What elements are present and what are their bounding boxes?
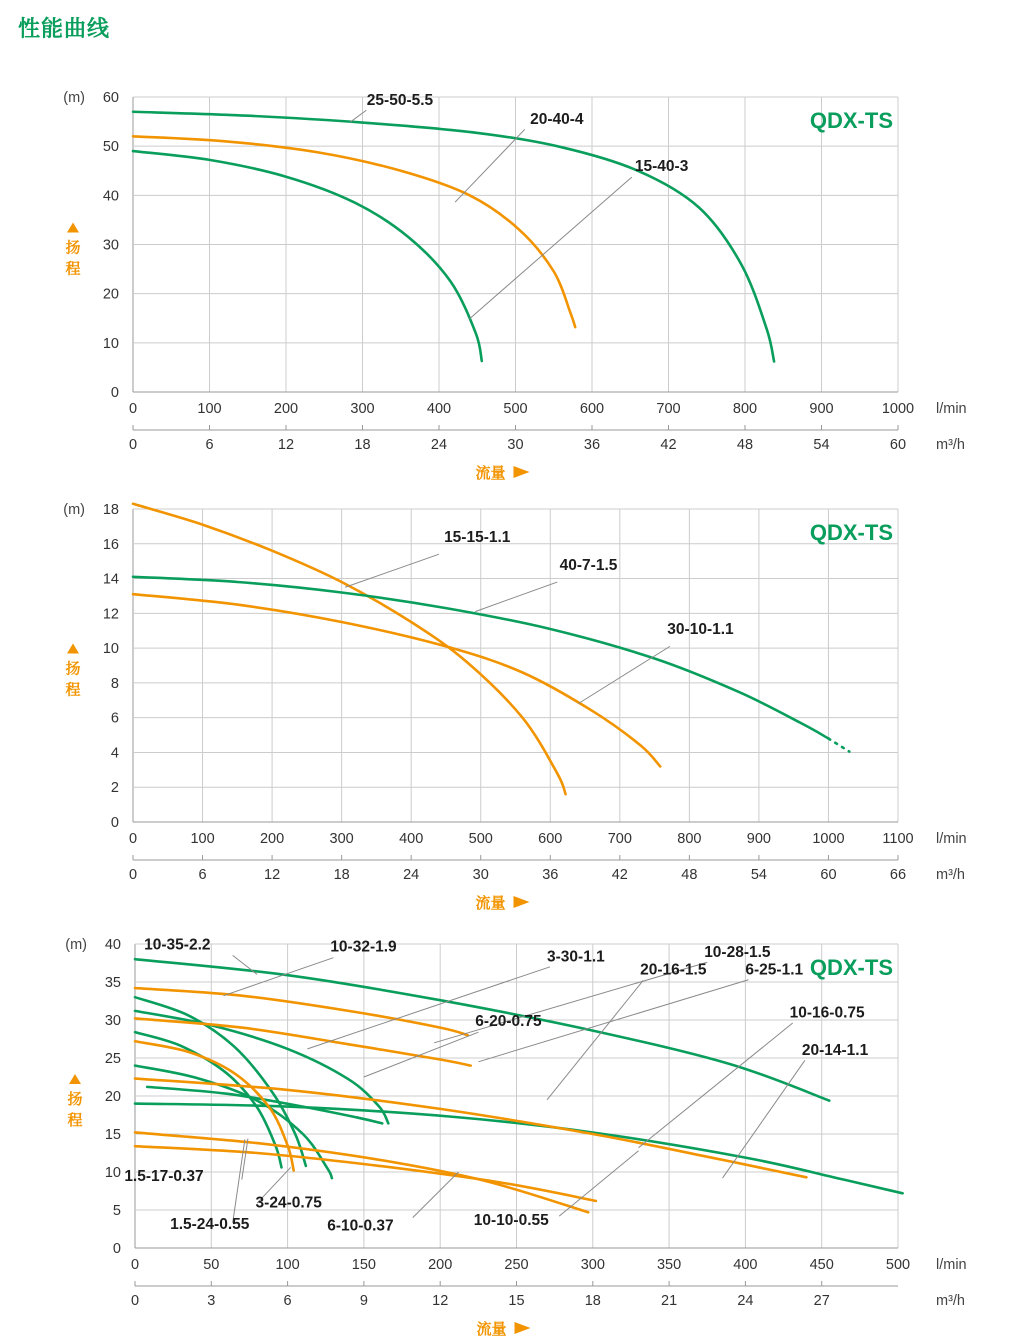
- y-tick-label: 18: [102, 502, 119, 518]
- x-tick-label-m3h: 0: [128, 867, 138, 883]
- x-tick-label-lmin: 1000: [881, 401, 915, 417]
- x-tick-label-m3h: 3: [207, 1293, 216, 1309]
- flow-axis-label: [475, 894, 529, 912]
- x-tick-label-lmin: 500: [885, 1257, 911, 1273]
- x-axis-m3h: [129, 425, 965, 453]
- chart-title: QDX-TS: [809, 520, 893, 545]
- right-triangle-icon: [514, 896, 530, 908]
- pump-curve-chart-2: [0, 490, 1022, 912]
- leader-line: [233, 955, 257, 974]
- y-tick-label: 50: [102, 139, 119, 156]
- x-tick-label-m3h: 24: [430, 437, 448, 453]
- curve-label: 20-16-1.5: [640, 961, 707, 979]
- x-tick-label-m3h: 54: [813, 437, 830, 453]
- y-tick-label: 35: [104, 975, 121, 991]
- curve-label: 10-35-2.2: [144, 936, 211, 954]
- x-tick-label-m3h: 18: [333, 867, 350, 883]
- curve-30-10-1.1: [133, 594, 660, 766]
- leader-line: [578, 646, 670, 703]
- head-axis-label: [65, 644, 80, 699]
- leader-line: [413, 1172, 459, 1218]
- leader-line: [475, 582, 557, 612]
- leader-line: [639, 1023, 793, 1148]
- curve-25-50-5.5: [133, 112, 774, 362]
- curve-15-15-1.1: [133, 504, 566, 794]
- y-tick-label: 0: [110, 385, 119, 401]
- leader-line: [547, 980, 643, 1099]
- right-triangle-icon: [514, 466, 530, 478]
- y-tick-label: 4: [110, 745, 119, 762]
- leader-line: [242, 1139, 248, 1180]
- curve-label: 15-40-3: [634, 158, 689, 176]
- leader-line: [350, 110, 366, 122]
- curve-3-24-0.75: [135, 1066, 332, 1179]
- x-tick-label-m3h: 42: [660, 437, 677, 453]
- curve-label: 20-40-4: [530, 111, 584, 129]
- flow-unit-m3h: m³/h: [936, 867, 965, 883]
- x-tick-label-lmin: 1000: [812, 831, 845, 847]
- x-tick-label-lmin: 50: [203, 1257, 220, 1273]
- x-tick-label-lmin: 0: [128, 831, 138, 847]
- y-tick-label: 5: [112, 1203, 121, 1219]
- x-tick-label-m3h: 0: [128, 437, 138, 453]
- x-tick-label-lmin: 200: [428, 1257, 453, 1273]
- y-tick-label: 60: [102, 90, 119, 106]
- x-tick-label-lmin: 150: [351, 1257, 377, 1273]
- curve-label: 6-20-0.75: [475, 1013, 542, 1031]
- x-tick-label-lmin: 100: [190, 831, 215, 847]
- x-tick-label-m3h: 24: [737, 1293, 754, 1309]
- x-tick-label-m3h: 27: [813, 1293, 830, 1309]
- x-tick-label-lmin: 400: [426, 401, 452, 417]
- x-tick-label-m3h: 15: [508, 1293, 525, 1309]
- x-tick-label-m3h: 42: [611, 867, 628, 883]
- y-tick-label: 40: [102, 188, 119, 205]
- curve-20-40-4: [133, 136, 575, 327]
- flow-axis-text: 流量: [476, 1321, 507, 1338]
- x-tick-label-lmin: 300: [350, 401, 375, 417]
- head-axis-char: 扬: [65, 239, 81, 257]
- flow-axis-text: 流量: [475, 465, 506, 482]
- x-tick-label-m3h: 36: [542, 867, 559, 883]
- x-tick-label-lmin: 300: [580, 1257, 605, 1273]
- right-triangle-icon: [515, 1322, 531, 1334]
- flow-unit-m3h: m³/h: [936, 437, 965, 453]
- y-tick-label: 6: [110, 710, 119, 727]
- x-tick-label-m3h: 18: [584, 1293, 601, 1309]
- x-tick-label-m3h: 0: [130, 1293, 140, 1309]
- y-tick-label: 0: [112, 1241, 121, 1257]
- x-tick-label-m3h: 60: [820, 867, 837, 883]
- y-tick-label: 10: [102, 641, 119, 658]
- chart-title: QDX-TS: [809, 955, 893, 980]
- x-tick-label-m3h: 60: [889, 437, 907, 453]
- curve-label: 10-16-0.75: [789, 1004, 865, 1022]
- x-tick-label-lmin: 500: [468, 831, 493, 847]
- chart-title: QDX-TS: [809, 108, 893, 133]
- x-tick-label-lmin: 250: [504, 1257, 529, 1273]
- curves: [133, 504, 849, 794]
- y-tick-label: 25: [104, 1051, 121, 1067]
- curve-40-7-1.5-dotted-tail: [828, 739, 849, 752]
- curve-20-14-1.1: [135, 1104, 903, 1194]
- x-tick-label-lmin: 900: [809, 401, 834, 417]
- curve-label: 6-25-1.1: [745, 961, 804, 979]
- x-tick-label-m3h: 9: [359, 1293, 368, 1309]
- curve-15-40-3: [133, 151, 482, 361]
- y-tick-label: 15: [104, 1127, 121, 1143]
- x-tick-label-lmin: 800: [677, 831, 702, 847]
- y-tick-label: 0: [110, 815, 119, 831]
- x-tick-label-lmin: 0: [128, 401, 138, 417]
- curve-label: 3-30-1.1: [547, 948, 605, 966]
- x-tick-label-lmin: 100: [275, 1257, 300, 1273]
- y-tick-label: 14: [102, 571, 119, 588]
- y-tick-label: 10: [102, 335, 119, 352]
- x-tick-label-lmin: 500: [503, 401, 528, 417]
- curve-label: 3-24-0.75: [255, 1194, 322, 1212]
- x-tick-label-lmin: 400: [733, 1257, 758, 1273]
- curve-label: 10-28-1.5: [704, 943, 771, 961]
- x-tick-label-m3h: 48: [681, 867, 698, 883]
- x-tick-label-lmin: 900: [746, 831, 772, 847]
- x-axis-lmin-ticks: [131, 1257, 967, 1273]
- x-tick-label-m3h: 54: [750, 867, 767, 883]
- pump-curve-chart-1: [0, 75, 1022, 482]
- y-tick-label: 8: [110, 675, 119, 692]
- x-tick-label-m3h: 21: [661, 1293, 678, 1309]
- flow-unit-lmin: l/min: [936, 1257, 967, 1273]
- x-tick-label-lmin: 200: [259, 831, 285, 847]
- up-triangle-icon: [69, 1074, 81, 1084]
- x-tick-label-m3h: 6: [198, 867, 207, 883]
- x-tick-label-lmin: 400: [399, 831, 424, 847]
- curve-label: 20-14-1.1: [801, 1041, 869, 1059]
- page-title: 性能曲线: [18, 16, 111, 41]
- flow-axis-label: [475, 464, 529, 482]
- x-axis-m3h: [129, 855, 965, 883]
- x-tick-label-lmin: 1100: [882, 831, 914, 847]
- flow-unit-lmin: l/min: [936, 831, 967, 847]
- x-tick-label-m3h: 48: [736, 437, 754, 453]
- curve-label: 10-10-0.55: [473, 1212, 549, 1230]
- grid: [133, 97, 898, 392]
- leader-line: [345, 554, 439, 587]
- head-axis-char: 扬: [67, 1091, 83, 1108]
- x-axis-lmin-ticks: [129, 831, 967, 847]
- curve-label: 15-15-1.1: [444, 529, 511, 547]
- curve-label: 40-7-1.5: [559, 556, 618, 574]
- y-tick-label: 30: [102, 237, 119, 254]
- x-tick-label-lmin: 800: [732, 401, 758, 417]
- x-tick-label-m3h: 12: [277, 437, 295, 453]
- x-tick-label-lmin: 600: [579, 401, 605, 417]
- curve-label: 25-50-5.5: [366, 91, 434, 109]
- x-tick-label-lmin: 300: [329, 831, 354, 847]
- leader-line: [224, 958, 334, 996]
- y-tick-label: 16: [102, 536, 119, 553]
- curve-label: 1.5-24-0.55: [170, 1216, 250, 1233]
- x-tick-label-m3h: 36: [583, 437, 601, 453]
- head-axis-char: 程: [67, 1112, 83, 1129]
- y-tick-label: 10: [104, 1165, 121, 1181]
- x-tick-label-lmin: 450: [809, 1257, 834, 1273]
- head-axis-label: [65, 223, 80, 278]
- x-tick-label-lmin: 350: [656, 1257, 682, 1273]
- curves: [133, 112, 774, 362]
- up-triangle-icon: [67, 644, 79, 654]
- head-unit-label: (m): [63, 502, 85, 518]
- leader-line: [470, 177, 632, 319]
- leader-line: [364, 1032, 478, 1077]
- x-tick-label-lmin: 700: [656, 401, 681, 417]
- x-tick-label-lmin: 0: [130, 1257, 140, 1273]
- y-tick-label: 12: [102, 606, 119, 623]
- leader-line: [455, 129, 525, 202]
- y-tick-label: 40: [104, 937, 121, 953]
- y-tick-label: 30: [104, 1013, 121, 1029]
- flow-axis-label: [476, 1320, 530, 1338]
- leader-line: [559, 1151, 638, 1216]
- curve-label: 10-32-1.9: [330, 938, 397, 956]
- x-tick-label-lmin: 600: [538, 831, 563, 847]
- curve-10-28-1.5: [135, 1018, 471, 1065]
- x-axis-m3h: [131, 1281, 965, 1309]
- flow-unit-m3h: m³/h: [936, 1293, 965, 1309]
- flow-unit-lmin: l/min: [936, 401, 967, 417]
- y-tick-label: 2: [110, 780, 119, 797]
- curve-label: 1.5-17-0.37: [124, 1168, 204, 1186]
- head-axis-char: 扬: [65, 660, 81, 678]
- x-tick-label-m3h: 24: [403, 867, 420, 883]
- x-tick-label-m3h: 12: [264, 867, 281, 883]
- x-tick-label-m3h: 30: [472, 867, 489, 883]
- head-unit-label: (m): [65, 937, 87, 953]
- x-tick-label-m3h: 66: [889, 867, 907, 883]
- curve-label: 6-10-0.37: [327, 1217, 394, 1235]
- head-axis-char: 程: [65, 681, 81, 699]
- up-triangle-icon: [67, 223, 79, 233]
- x-tick-label-m3h: 12: [432, 1293, 449, 1309]
- x-axis-lmin-ticks: [129, 401, 967, 417]
- leader-line: [307, 967, 550, 1049]
- y-tick-label: 20: [102, 286, 119, 303]
- x-tick-label-lmin: 200: [273, 401, 299, 417]
- flow-axis-text: 流量: [475, 895, 506, 912]
- pump-curve-chart-3: [0, 925, 1022, 1339]
- head-axis-label: [67, 1074, 82, 1129]
- grid: [133, 509, 898, 822]
- x-tick-label-lmin: 100: [197, 401, 222, 417]
- x-tick-label-m3h: 30: [507, 437, 524, 453]
- x-tick-label-lmin: 700: [607, 831, 632, 847]
- curve-label: 30-10-1.1: [667, 621, 734, 639]
- head-unit-label: (m): [63, 90, 85, 106]
- x-tick-label-m3h: 18: [354, 437, 371, 453]
- x-tick-label-m3h: 6: [205, 437, 214, 453]
- x-tick-label-m3h: 6: [283, 1293, 292, 1309]
- y-tick-label: 20: [104, 1089, 121, 1105]
- head-axis-char: 程: [65, 260, 81, 278]
